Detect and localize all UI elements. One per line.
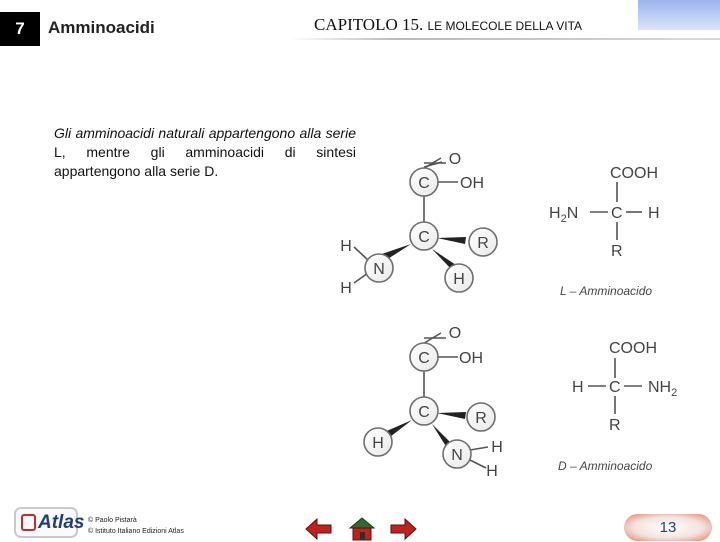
df-nh2-sub: 2 — [671, 387, 678, 399]
l3d-c-center: C — [418, 229, 430, 246]
l3d-h-c: H — [453, 271, 465, 288]
d3d-c-center: C — [418, 404, 430, 421]
l3d-o: O — [448, 151, 462, 168]
lf-caption: L – Amminoacido — [560, 284, 653, 298]
chapter-main: CAPITOLO 15. — [314, 15, 424, 34]
footer-credits — [88, 515, 184, 537]
page-number-badge: 13 — [624, 514, 712, 541]
d3d-o: O — [448, 325, 462, 342]
body-line-2-rest: L, mentre gli amminoacidi di sintesi — [54, 144, 356, 160]
l3d-n: N — [373, 261, 385, 278]
d3d-oh: OH — [459, 350, 483, 367]
next-arrow-icon[interactable] — [388, 516, 418, 542]
lf-h2n-n: N — [566, 205, 579, 222]
atlas-logo — [14, 507, 85, 538]
l-fischer-labels — [549, 165, 660, 298]
lf-h2n-h: H — [549, 205, 561, 222]
credit-publisher: © Istituto Italiano Edizioni Atlas — [88, 528, 184, 535]
home-icon[interactable] — [348, 516, 376, 542]
df-nh: NH — [648, 379, 672, 396]
body-line-3: appartengono alla serie D. — [54, 163, 219, 179]
chapter-sub: LE MOLECOLE DELLA VITA — [427, 19, 583, 33]
chapter-section-number: 7 — [0, 12, 40, 46]
df-caption: D – Amminoacido — [558, 459, 653, 473]
d3d-n: N — [451, 447, 463, 464]
atlas-logo-mark-icon — [21, 514, 36, 531]
df-r: R — [609, 417, 621, 434]
l3d-r: R — [477, 235, 489, 252]
df-c: C — [609, 379, 621, 396]
lf-h2n — [549, 205, 578, 225]
body-line-1: Gli amminoacidi naturali appartengono alla — [54, 125, 322, 141]
body-line-2-italic: serie — [325, 125, 356, 141]
d3d-h-n-top: H — [491, 439, 503, 456]
l3d-h-n-top: H — [340, 238, 352, 255]
df-cooh: COOH — [609, 340, 657, 357]
l3d-oh: OH — [460, 175, 484, 192]
d3d-r: R — [475, 410, 487, 427]
prev-arrow-icon[interactable] — [304, 516, 334, 542]
lf-h: H — [648, 205, 660, 222]
lf-cooh: COOH — [610, 165, 658, 182]
atlas-logo-text: Atlas — [38, 512, 85, 533]
df-h: H — [572, 379, 584, 396]
l3d-h-n-bottom: H — [340, 280, 352, 297]
lf-c: C — [611, 205, 623, 222]
lf-r: R — [611, 243, 623, 260]
l3d-c-top: C — [418, 175, 430, 192]
df-nh2 — [648, 379, 677, 399]
d3d-c-top: C — [418, 350, 430, 367]
d-fischer-labels — [558, 340, 677, 473]
credit-author: © Paolo Pistarà — [88, 517, 137, 524]
d3d-h-n-bottom: H — [486, 463, 498, 480]
slide-title: Amminoacidi — [48, 18, 155, 37]
d3d-h-c: H — [372, 435, 384, 452]
lf-h2n-sub: 2 — [560, 213, 567, 225]
